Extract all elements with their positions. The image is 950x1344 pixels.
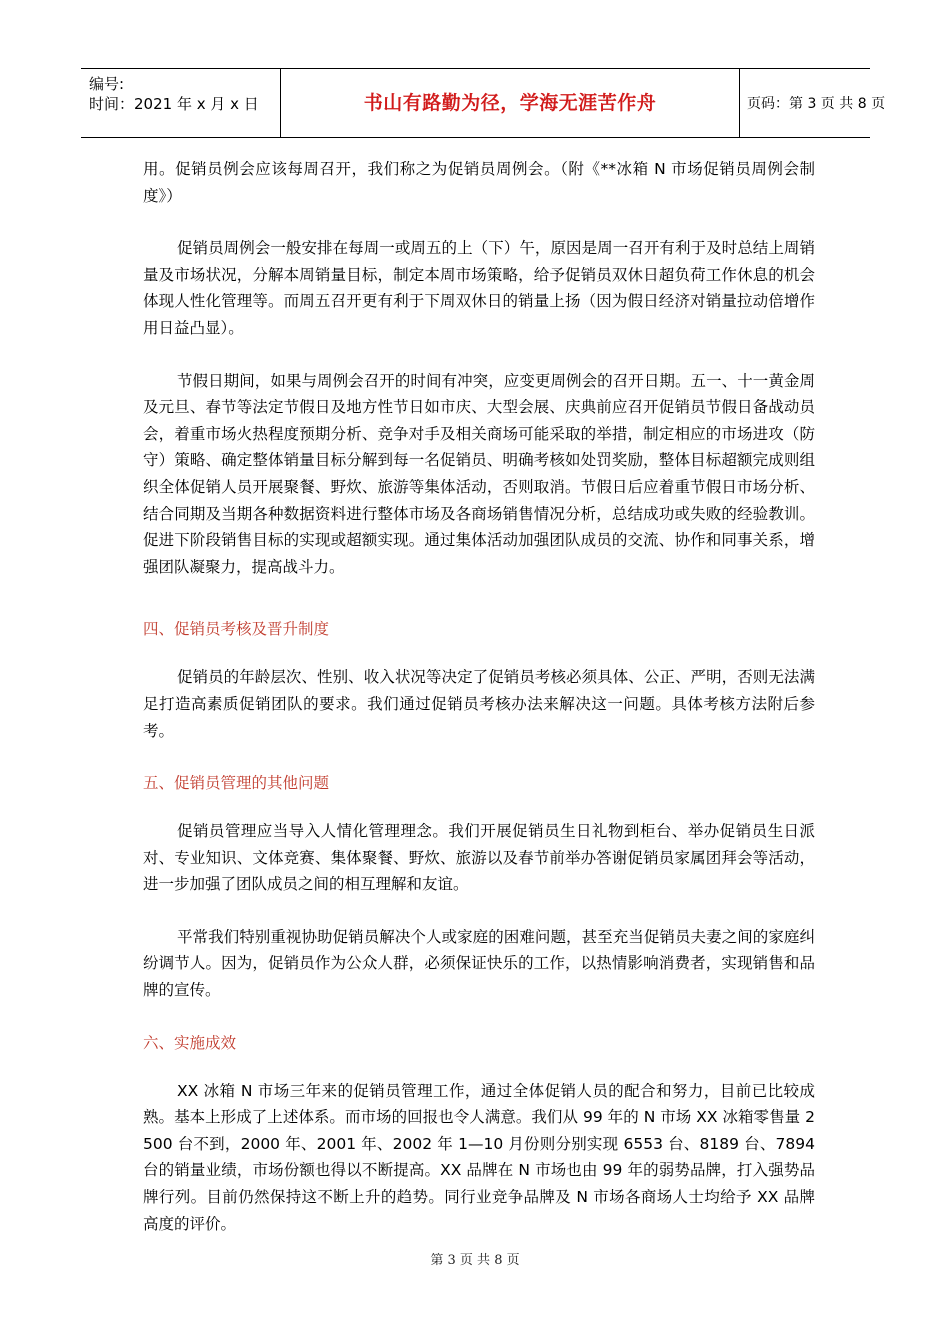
paragraph-family-support: 平常我们特别重视协助促销员解决个人或家庭的困难问题，甚至充当促销员夫妻之间的家庭纠纷调节人。因为，促销员作为公众人群，必须保证快乐的工作，以热情影响消费者，实现销售和品牌的宣传。	[143, 927, 815, 1000]
paragraph-results: XX 冰箱 N 市场三年来的促销员管理工作，通过全体促销人员的配合和努力，目前已比较成熟。基本上形成了上述体系。而市场的回报也令人满意。我们从 99 年的 N 市场 XX 冰箱零售量 2500 台不到，2000 年、2001 年、2002 年 1—10 月份则分别实现 6553 台、8189 台、7894 台的销量业绩，市场份额也得以不断提高。XX 品牌在 N 市场也由 99 年的弱势品牌，打入强势品牌行列。目前仍然保持这不断上升的趋势。同行业竞争品牌及 N 市场各商场人士均给予 XX 品牌高度的评价。	[143, 1081, 815, 1233]
section-heading-6: 六、实施成效	[143, 1033, 237, 1052]
header-motto-cell	[280, 69, 740, 137]
page-footer: 第 3 页 共 8 页	[430, 1253, 520, 1268]
header-page-cell	[739, 69, 886, 137]
paragraph-weekly-meeting-schedule: 促销员周例会一般安排在每周一或周五的上（下）午，原因是周一召开有利于及时总结上周销量及市场状况，分解本周销量目标，制定本周市场策略，给予促销员双休日超负荷工作休息的机会体现人性化管理等。而周五召开更有利于下周双休日的销量上扬（因为假日经济对销量拉动倍增作用日益凸显）。	[143, 239, 815, 337]
paragraph-humanized-management: 促销员管理应当导入人情化管理理念。我们开展促销员生日礼物到柜台、举办促销员生日派对、专业知识、文体竞赛、集体聚餐、野炊、旅游以及春节前举办答谢促销员家属团拜会等活动，进一步加强了团队成员之间的相互理解和友谊。	[143, 822, 815, 894]
paragraph-assessment: 促销员的年龄层次、性别、收入状况等决定了促销员考核必须具体、公正、严明，否则无法满足打造高素质促销团队的要求。我们通过促销员考核办法来解决这一问题。具体考核方法附后参考。	[143, 668, 815, 740]
paragraph-continuation: 用。促销员例会应该每周召开，我们称之为促销员周例会。（附《**冰箱 N 市场促销员周例会制度》）	[143, 160, 815, 205]
document-body	[143, 156, 815, 1263]
section-heading-4: 四、促销员考核及晋升制度	[143, 620, 330, 639]
header-meta-cell	[81, 69, 280, 137]
serial-number-label: 编号:	[89, 75, 125, 93]
document-header	[81, 68, 886, 138]
date-label: 时间：2021 年 x 月 x 日	[89, 95, 259, 113]
section-heading-5: 五、促销员管理的其他问题	[143, 774, 330, 793]
page-number-label: 页码：第 3 页 共 8 页	[747, 96, 886, 112]
paragraph-holiday-meeting: 节假日期间，如果与周例会召开的时间有冲突，应变更周例会的召开日期。五一、十一黄金周及元旦、春节等法定节假日及地方性节日如市庆、大型会展、庆典前应召开促销员节假日备战动员会，着重市场火热程度预期分析、竞争对手及相关商场可能采取的举措，制定相应的市场进攻（防守）策略、确定整体销量目标分解到每一名促销员、明确考核如处罚奖励，整体目标超额完成则组织全体促销人员开展聚餐、野炊、旅游等集体活动，否则取消。节假日后应着重节假日市场分析、结合同期及当期各种数据资料进行整体市场及各商场销售情况分析，总结成功或失败的经验教训。促进下阶段销售目标的实现或超额实现。通过集体活动加强团队成员的交流、协作和同事关系，增强团队凝聚力，提高战斗力。	[143, 371, 815, 576]
motto-text: 书山有路勤为径，学海无涯苦作舟	[363, 92, 657, 114]
